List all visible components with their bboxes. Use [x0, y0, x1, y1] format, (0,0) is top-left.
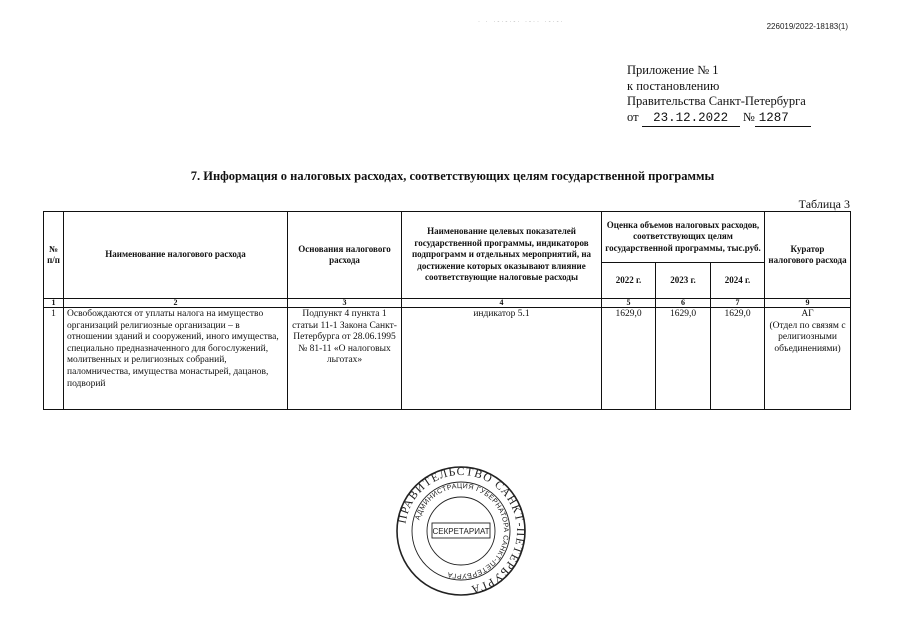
header-num: № п/п: [44, 212, 64, 299]
appendix-line-3: Правительства Санкт-Петербурга: [627, 94, 806, 108]
header-curator: Куратор налогового расхода: [765, 212, 851, 299]
header-2023: 2023 г.: [656, 263, 711, 299]
index-cell: 1: [44, 299, 64, 308]
row-2023: 1629,0: [656, 308, 711, 410]
date-prefix: от: [627, 109, 639, 124]
header-2022: 2022 г.: [602, 263, 656, 299]
index-cell: 4: [402, 299, 602, 308]
index-cell: 2: [64, 299, 288, 308]
header-2024: 2024 г.: [711, 263, 765, 299]
header-indicators: Наименование целевых показателей государственной программы, индикаторов подпрограмм и отдельных мероприятий, на достижение которых оказывают влияние соответствующие налоговые расходы: [402, 212, 602, 299]
resolution-number: 1287: [755, 111, 811, 128]
appendix-line-2: к постановлению: [627, 78, 720, 93]
index-cell: 5: [602, 299, 656, 308]
header-basis: Основания налогового расхода: [288, 212, 402, 299]
appendix-date-line: [627, 110, 811, 128]
curator-code: АГ: [801, 309, 814, 319]
number-prefix: №: [742, 109, 755, 124]
row-2022: 1629,0: [602, 308, 656, 410]
seal-inner-text: АДМИНИСТРАЦИЯ ГУБЕРНАТОРА САНКТ-ПЕТЕРБУРГА: [414, 482, 510, 580]
seal-center-text: СЕКРЕТАРИАТ: [432, 527, 490, 536]
section-title: 7. Информация о налоговых расходах, соответствующих целям государственной программы: [190, 169, 715, 183]
appendix-block: [627, 63, 811, 127]
index-cell: 9: [765, 299, 851, 308]
row-num: 1: [44, 308, 64, 410]
official-seal-stamp: [395, 465, 527, 597]
index-cell: 6: [656, 299, 711, 308]
scan-artifact: · · ·-·-·-· ·-·· ·-·-·: [478, 19, 565, 25]
table-row: [44, 308, 851, 410]
row-indicator: индикатор 5.1: [402, 308, 602, 410]
row-curator: [765, 308, 851, 410]
table-label: Таблица 3: [798, 197, 850, 211]
seal-outer-text: ПРАВИТЕЛЬСТВО САНКТ-ПЕТЕРБУРГА: [396, 465, 527, 596]
row-2024: 1629,0: [711, 308, 765, 410]
curator-note: (Отдел по связям с религиозными объединениями): [769, 320, 846, 354]
tax-expenses-table: [43, 211, 851, 410]
header-estimate: Оценка объемов налоговых расходов, соответствующих целям государственной программы, тыс.руб.: [602, 212, 765, 263]
row-basis: Подпункт 4 пункта 1 статьи 11-1 Закона Санкт-Петербурга от 28.06.1995 № 81-11 «О налоговых льготах»: [288, 308, 402, 410]
row-name: Освобождаются от уплаты налога на имущество организаций религиозные организации – в отношении зданий и сооружений, иного имущества, специально предназначенного для богослужений, молитвенных и религиозных собраний, паломничества, имущества монастырей, дацанов, подворий: [64, 308, 288, 410]
index-cell: 3: [288, 299, 402, 308]
index-cell: 7: [711, 299, 765, 308]
resolution-date: 23.12.2022: [642, 111, 740, 128]
appendix-line-1: Приложение № 1: [627, 63, 719, 77]
document-number: 226019/2022-18183(1): [766, 22, 848, 31]
header-name: Наименование налогового расхода: [64, 212, 288, 299]
